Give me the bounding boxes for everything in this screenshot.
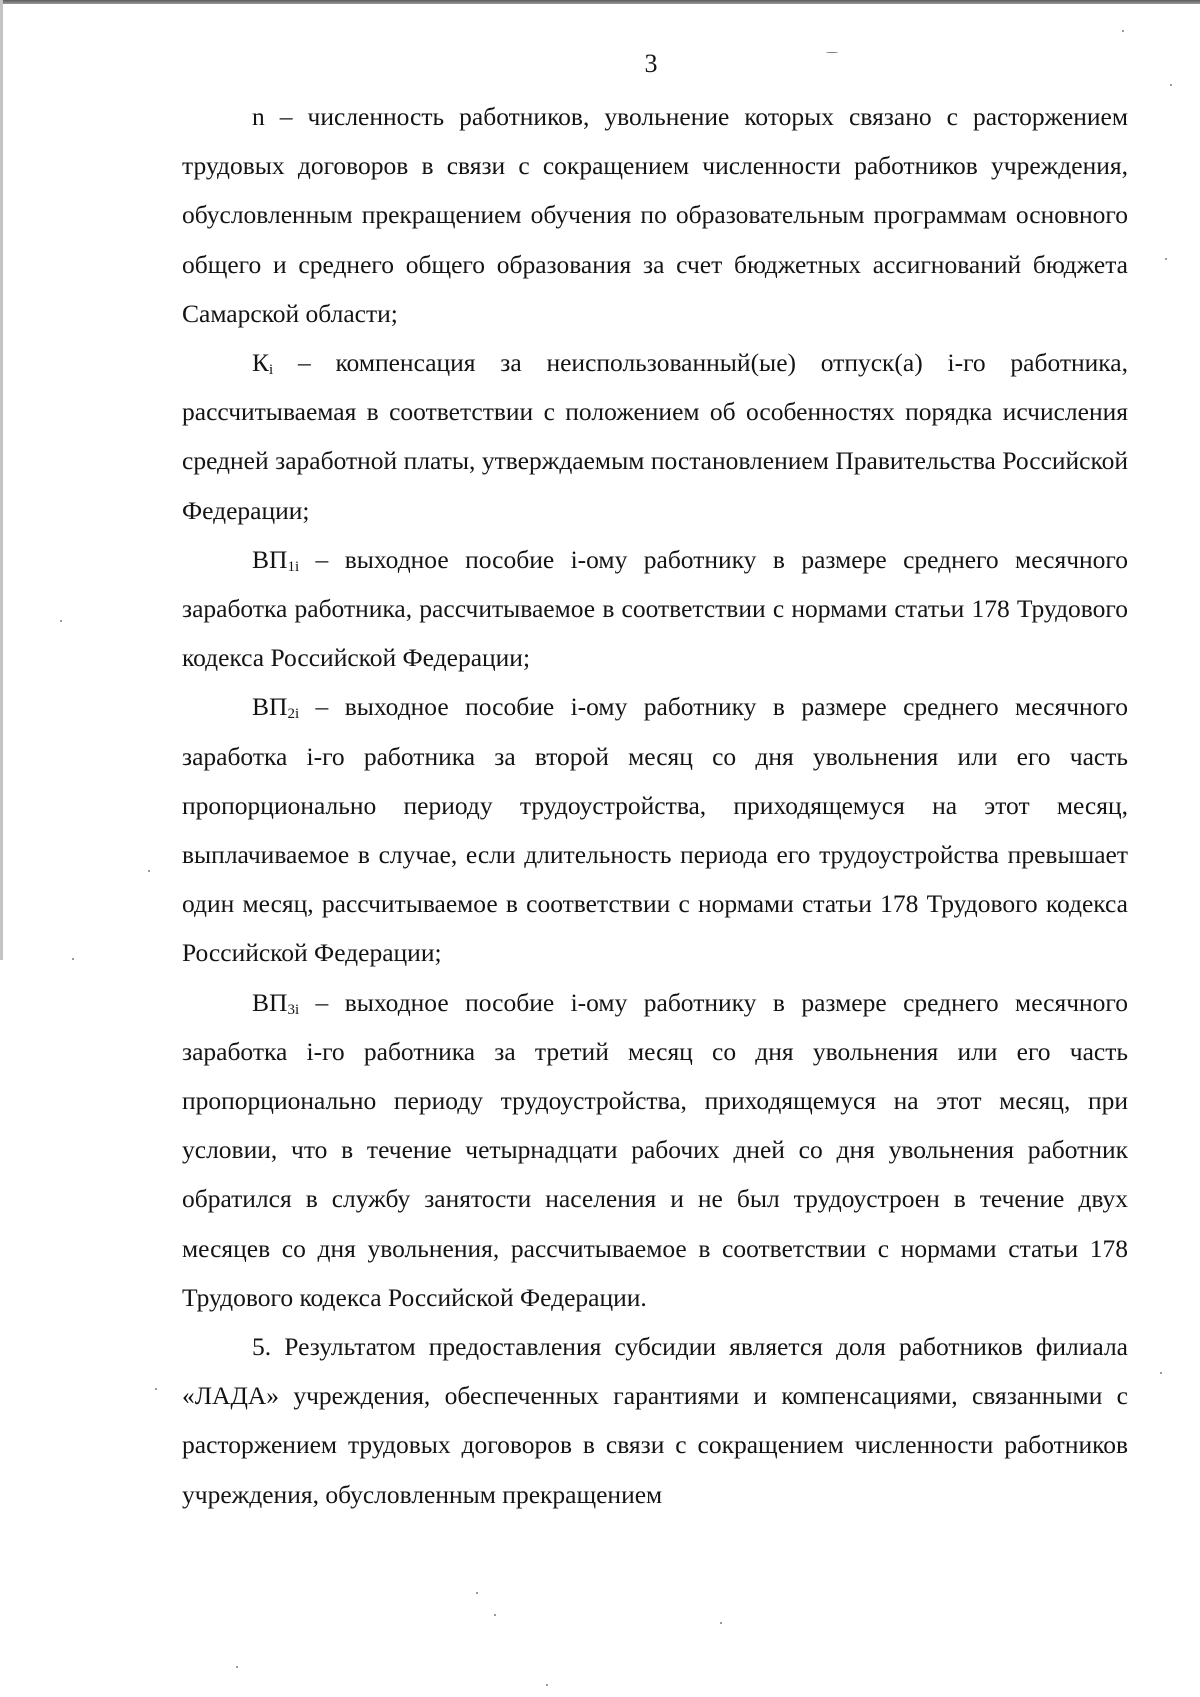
scan-speck (1122, 30, 1124, 32)
scan-speck (1170, 84, 1172, 86)
paragraph-text: – компенсация за неиспользованный(ые) отпуск(а) i-го работника, рассчитываемая в соответствии с положением об особенностях порядка исчисления средней заработной платы, утверждаемым постановлением Правительства Российской Федерации; (182, 348, 1128, 525)
scan-speck (546, 1684, 548, 1686)
scan-speck (236, 1666, 238, 1668)
scan-edge-top (0, 0, 1200, 4)
paragraph-text: – выходное пособие i-ому работнику в размере среднего месячного заработка i-го работника за второй месяц со дня увольнения или его часть пропорционально периоду трудоустройства, приходящемуся на этот месяц, выплачиваемое в случае, если длительность периода его трудоустройства превышает один месяц, рассчитываемое в соответствии с нормами статьи 178 Трудового кодекса Российской Федерации; (182, 692, 1128, 968)
paragraph-text: n – численность работников, увольнение которых связано с расторжением трудовых договоров в связи с сокращением численности работников учреждения, обусловленным прекращением обучения по образовательным программам основного общего и среднего общего образования за счет бюджетных ассигнований бюджета Самарской области; (182, 102, 1128, 328)
paragraph-text: 5. Результатом предоставления субсидии является доля работников филиала «ЛАДА» учреждения, обеспеченных гарантиями и компенсациями, связанными с расторжением трудовых договоров в связи с сокращением численности работников учреждения, обусловленным прекращением (182, 1332, 1128, 1509)
paragraph-section-5 (182, 1322, 1128, 1519)
scan-speck (494, 1614, 496, 1616)
term-symbol (252, 545, 299, 574)
scan-speck (72, 958, 74, 960)
term-subscript: 3i (287, 1001, 300, 1018)
term-base: ВП (252, 692, 288, 722)
term-subscript: i (269, 362, 274, 379)
paragraph-vp2-definition (182, 682, 1128, 977)
paragraph-text: – выходное пособие i-ому работнику в размере среднего месячного заработка работника, рассчитываемое в соответствии с нормами статьи 178 Трудового кодекса Российской Федерации; (182, 544, 1128, 673)
term-subscript: 2i (287, 706, 300, 723)
paragraph-vp3-definition (182, 978, 1128, 1322)
scan-speck (1160, 1372, 1162, 1374)
scan-speck (148, 870, 150, 872)
paragraph-k-definition (182, 338, 1128, 535)
term-symbol (252, 692, 299, 721)
scan-speck (476, 1592, 478, 1594)
scan-speck (720, 1622, 722, 1624)
term-symbol (252, 988, 299, 1017)
paragraph-n-definition (182, 92, 1128, 338)
paragraph-text: – выходное пособие i-ому работнику в размере среднего месячного заработка i-го работника за третий месяц со дня увольнения или его часть пропорционально периоду трудоустройства, приходящемуся на этот месяц, при условии, что в течение четырнадцати рабочих дней со дня увольнения работник обратился в службу занятости населения и не был трудоустроен в течение двух месяцев со дня увольнения, рассчитываемое в соответствии с нормами статьи 178 Трудового кодекса Российской Федерации. (182, 987, 1128, 1312)
page-number: 3 (644, 49, 658, 78)
term-base: К (252, 348, 270, 378)
term-base: ВП (252, 544, 288, 574)
scan-speck (1165, 258, 1167, 260)
term-symbol (252, 348, 273, 377)
document-body (182, 92, 1128, 1519)
scan-speck (826, 52, 838, 53)
scan-speck (155, 1388, 157, 1390)
term-base: ВП (252, 987, 288, 1017)
term-subscript: 1i (287, 558, 300, 575)
scan-edge-left (0, 0, 3, 960)
scan-speck (60, 620, 62, 622)
paragraph-vp1-definition (182, 535, 1128, 683)
